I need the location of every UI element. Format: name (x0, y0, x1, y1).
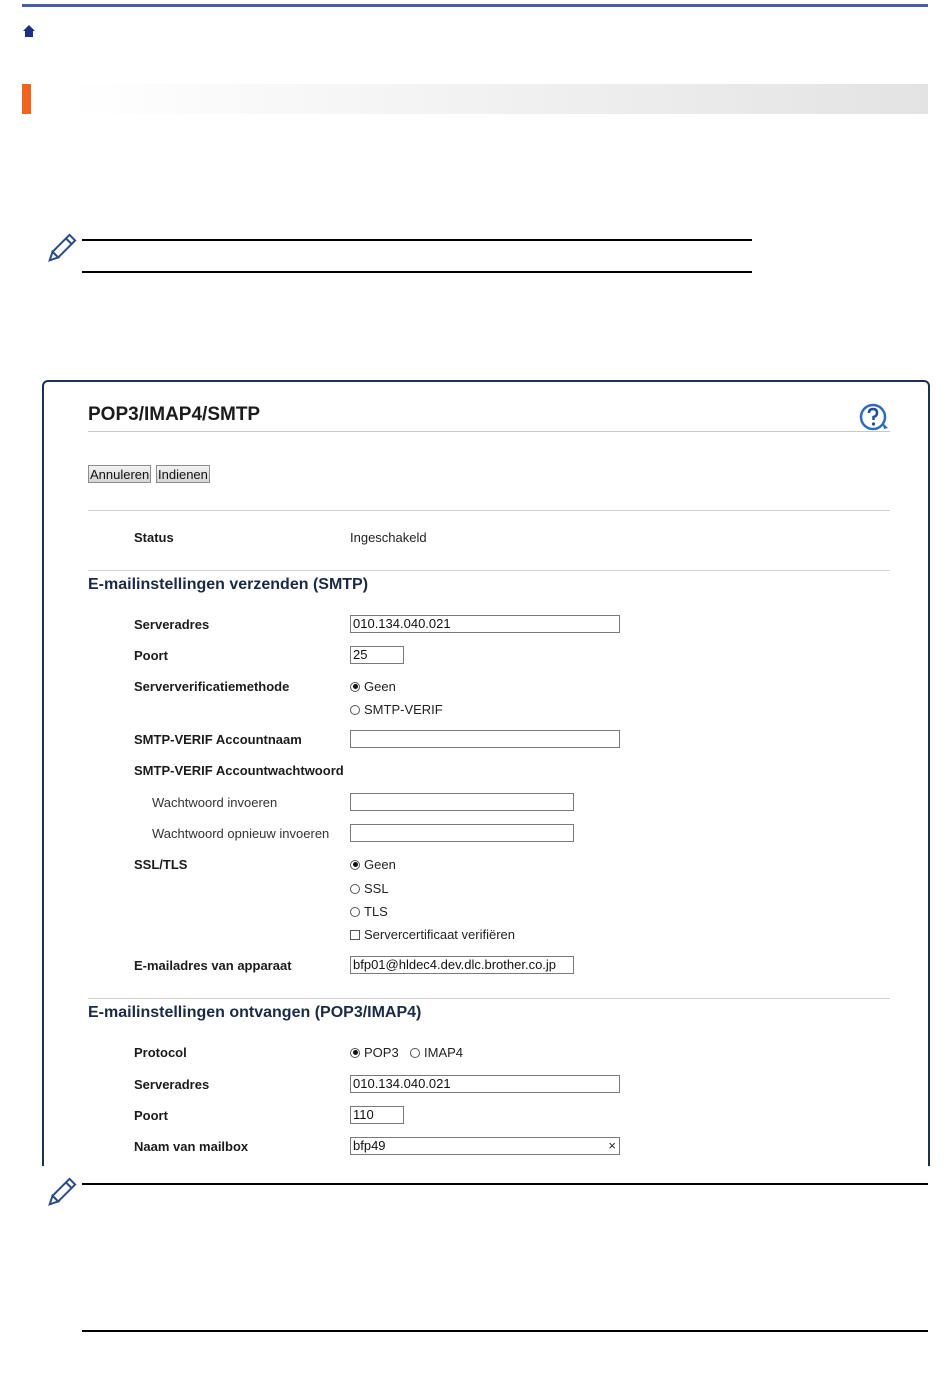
note-rule-top (82, 1183, 928, 1185)
ssl-tls-label: SSL/TLS (134, 857, 188, 872)
protocol-option-label: IMAP4 (424, 1045, 464, 1060)
settings-screenshot (42, 380, 930, 1166)
smtp-port-input[interactable]: 25 (350, 646, 404, 664)
top-accent-bar (22, 4, 928, 7)
note-rule-top (82, 239, 752, 241)
auth-option-smtp-verif[interactable] (350, 702, 443, 717)
radio-unselected[interactable] (350, 705, 360, 715)
auth-method-label: Serververificatiemethode (134, 679, 290, 694)
password-repeat-label: Wachtwoord opnieuw invoeren (152, 826, 330, 841)
note-rule-bottom (82, 1330, 928, 1332)
password-input[interactable] (350, 793, 574, 811)
smtp-server-input[interactable]: 010.134.040.021 (350, 615, 620, 633)
ssl-option-label: TLS (364, 904, 388, 919)
auth-option-label: SMTP-VERIF (364, 702, 443, 717)
smtp-port-label: Poort (134, 648, 168, 663)
smtp-heading: E-mailinstellingen verzenden (SMTP) (88, 576, 369, 593)
ssl-option-none[interactable] (350, 857, 396, 872)
receive-port-label: Poort (134, 1108, 168, 1123)
smtp-server-label: Serveradres (134, 617, 210, 632)
submit-button[interactable]: Indienen (158, 467, 208, 482)
mailbox-label: Naam van mailbox (134, 1139, 249, 1154)
radio-unselected[interactable] (410, 1048, 420, 1058)
receive-server-input[interactable]: 010.134.040.021 (350, 1075, 620, 1093)
title-divider (88, 431, 890, 432)
auth-option-label: Geen (364, 679, 396, 694)
smtp-account-input[interactable] (350, 730, 620, 748)
radio-unselected[interactable] (350, 884, 360, 894)
mailbox-input[interactable] (350, 1137, 620, 1155)
section-marker (22, 84, 31, 114)
divider (88, 570, 890, 571)
receive-port-input[interactable]: 110 (350, 1106, 404, 1124)
divider (88, 510, 890, 511)
protocol-option-pop3[interactable] (350, 1045, 399, 1060)
cancel-button[interactable]: Annuleren (90, 467, 150, 482)
ssl-option-ssl[interactable] (350, 881, 389, 896)
mailbox-value: bfp49 (353, 1138, 386, 1153)
password-label: Wachtwoord invoeren (152, 795, 278, 810)
radio-selected[interactable] (350, 860, 360, 870)
divider (88, 998, 890, 999)
help-icon[interactable] (858, 402, 890, 432)
smtp-password-heading: SMTP-VERIF Accountwachtwoord (134, 763, 344, 778)
radio-unselected[interactable] (350, 907, 360, 917)
auth-option-none[interactable] (350, 679, 396, 694)
status-label: Status (134, 530, 174, 545)
receive-server-label: Serveradres (134, 1077, 210, 1092)
note-rule-bottom (82, 271, 752, 273)
home-icon[interactable] (22, 24, 36, 38)
pencil-note-icon (44, 1176, 78, 1210)
ssl-option-tls[interactable] (350, 904, 388, 919)
password-repeat-input[interactable] (350, 824, 574, 842)
verify-cert-checkbox[interactable] (350, 927, 515, 942)
radio-selected[interactable] (350, 682, 360, 692)
protocol-option-imap4[interactable] (410, 1045, 463, 1060)
device-email-input[interactable]: bfp01@hldec4.dev.dlc.brother.co.jp (350, 956, 574, 974)
checkbox-unchecked[interactable] (350, 930, 360, 940)
protocol-option-label: POP3 (364, 1045, 399, 1060)
verify-cert-label: Servercertificaat verifiëren (364, 927, 515, 942)
ssl-option-label: Geen (364, 857, 396, 872)
receive-heading: E-mailinstellingen ontvangen (POP3/IMAP4) (88, 1004, 422, 1021)
device-email-label: E-mailadres van apparaat (134, 958, 292, 973)
section-heading-bar (22, 84, 928, 114)
status-value: Ingeschakeld (350, 530, 427, 545)
page-title: POP3/IMAP4/SMTP (88, 404, 261, 425)
pencil-note-icon (44, 232, 78, 266)
clear-icon[interactable]: × (608, 1138, 616, 1153)
protocol-label: Protocol (134, 1045, 187, 1060)
radio-selected[interactable] (350, 1048, 360, 1058)
ssl-option-label: SSL (364, 881, 389, 896)
smtp-account-label: SMTP-VERIF Accountnaam (134, 732, 302, 747)
